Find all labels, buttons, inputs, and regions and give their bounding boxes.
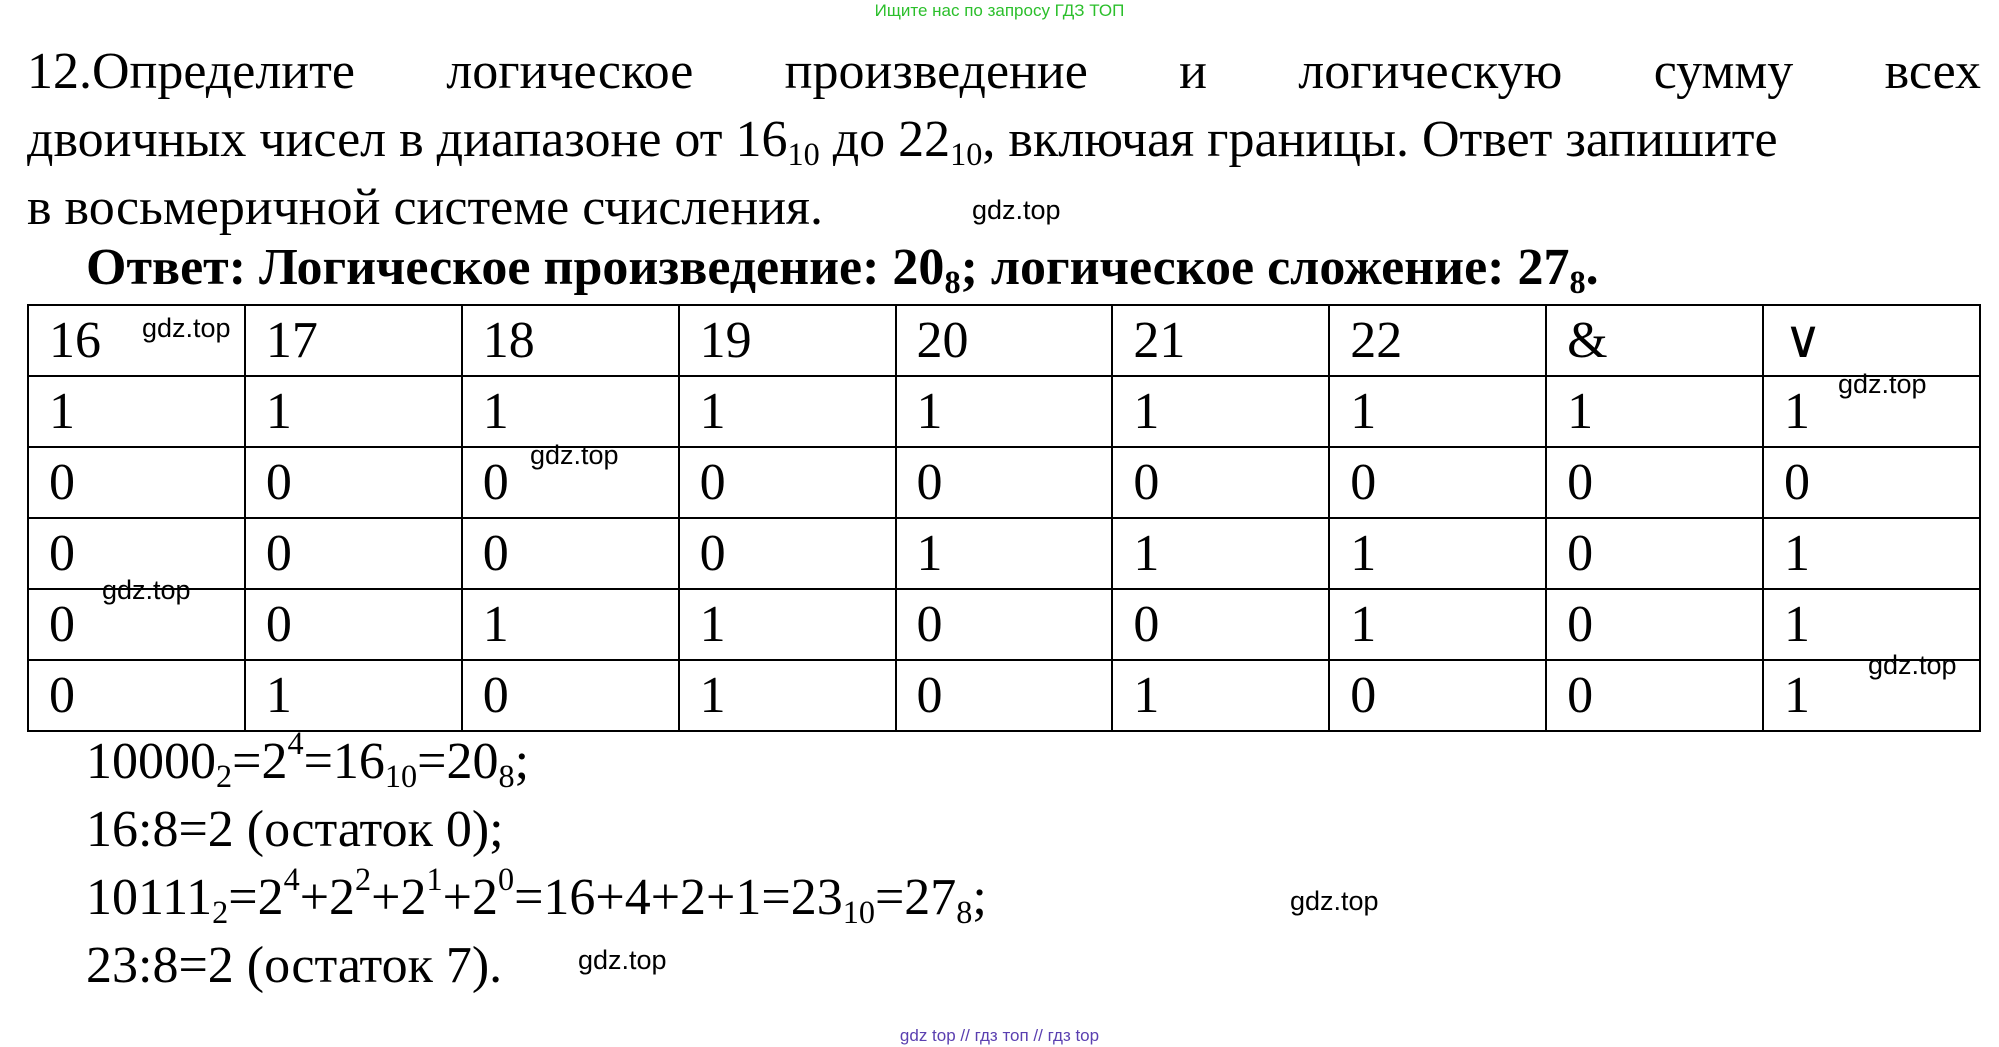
table-cell: 0 [245,447,462,518]
watermark: gdz.top [1838,369,1927,399]
problem-line-2 [27,106,1981,174]
table-cell: 1 [28,376,245,447]
table-cell: 0 [28,660,245,731]
text: =2 [232,733,288,790]
table-row [28,447,1980,518]
table-cell: 0 [1546,589,1763,660]
table-cell: 0 [1546,518,1763,589]
text: до [819,111,899,168]
calc-line-3 [86,860,987,932]
number: 22 [898,111,951,168]
table-cell: 1 [1763,518,1980,589]
subscript: 10 [950,136,983,173]
table-cell: 0 [1329,660,1546,731]
table-cell: 1 [1329,376,1546,447]
table-cell: 1 [1112,518,1329,589]
table-header-row [28,305,1980,376]
watermark: gdz.top [1290,886,1379,916]
table-cell: 0 [1329,447,1546,518]
subscript: 10 [384,758,418,795]
table-cell: 0 [28,589,245,660]
table-cell: 0 [1546,447,1763,518]
table-cell: 0 [28,447,245,518]
text: =16+4+2+1=23 [514,869,843,926]
text: 10111 [86,869,213,926]
table-cell: 1 [245,376,462,447]
table-row [28,660,1980,731]
binary-table [27,304,1981,732]
watermark: gdz.top [578,945,667,975]
table-cell: 0 [896,589,1113,660]
subscript: 8 [1569,264,1586,301]
problem-line-3: в восьмеричной системе счисления. [27,179,823,236]
table-header-cell: 21 [1112,305,1329,376]
text: ; [972,869,987,926]
table-header-cell: & [1546,305,1763,376]
subscript: 2 [216,758,233,795]
superscript: 4 [287,724,304,761]
calc-line-4: 23:8=2 (остаток 7). [86,937,503,994]
table-cell: 0 [1112,447,1329,518]
table-header-cell: 16 [28,305,245,376]
text: двоичных чисел в диапазоне от [27,111,736,168]
text: , включая границы. Ответ запишите [982,111,1778,168]
text: 10000 [86,733,216,790]
text: =27 [874,869,957,926]
superscript: 2 [355,860,372,897]
answer-line [86,238,1599,301]
table-cell: 0 [896,447,1113,518]
text: =20 [417,733,499,790]
table-cell: 0 [679,447,896,518]
problem-word: произведение [784,43,1088,100]
text: +2 [371,869,427,926]
table-cell: 1 [679,660,896,731]
problem-line-1 [27,38,1981,106]
table-header-cell: 22 [1329,305,1546,376]
table-header-cell: 17 [245,305,462,376]
table-cell: 0 [1112,589,1329,660]
table-cell: 0 [679,518,896,589]
table-cell: 1 [1112,376,1329,447]
table-cell: 0 [245,589,462,660]
table-header-cell: ∨ [1763,305,1980,376]
watermark: gdz.top [142,313,231,343]
subscript: 8 [956,894,973,931]
calc-line-2: 16:8=2 (остаток 0); [86,801,504,858]
table-cell: 1 [1329,518,1546,589]
subscript: 8 [498,758,515,795]
subscript: 8 [944,264,961,301]
bottom-banner: gdz top // гдз топ // гдз top [899,1026,1100,1045]
table-cell: 1 [679,376,896,447]
watermark: gdz.top [1868,650,1957,680]
text: =2 [228,869,284,926]
table-header-cell: 20 [896,305,1113,376]
table-header-cell: 18 [462,305,679,376]
number: 16 [735,111,788,168]
table-cell: 0 [462,518,679,589]
table-cell: 1 [462,376,679,447]
superscript: 0 [497,860,515,897]
table-cell: 1 [679,589,896,660]
table-cell: 1 [1763,660,1980,731]
text: +2 [299,869,356,926]
table-cell: 0 [462,447,679,518]
table-cell: 1 [1546,376,1763,447]
problem-word: всех [1884,43,1981,100]
table-cell: 1 [1763,376,1980,447]
watermark: gdz.top [102,575,191,605]
calc-line-1 [86,724,987,796]
table-cell: 1 [1329,589,1546,660]
subscript: 10 [787,136,820,173]
table-row [28,376,1980,447]
table-cell: 1 [1112,660,1329,731]
table-cell: 0 [28,518,245,589]
problem-word: логическую [1298,43,1563,100]
table-cell: 1 [245,660,462,731]
problem-word: сумму [1653,43,1794,100]
text: . [1585,239,1599,296]
table-cell: 0 [896,660,1113,731]
table-cell: 0 [1546,660,1763,731]
table-cell: 1 [462,589,679,660]
top-banner: Ищите нас по запросу ГДЗ ТОП [874,1,1125,20]
superscript: 4 [283,860,300,897]
subscript: 10 [842,894,875,931]
calculations [86,724,987,1000]
text: =16 [303,733,385,790]
table-header-cell: 19 [679,305,896,376]
text: +2 [442,869,498,926]
table-cell: 1 [896,376,1113,447]
problem-word: и [1179,43,1207,100]
problem-word: логическое [446,43,694,100]
text: Ответ: Логическое произведение: 20 [86,239,945,296]
table-cell: 0 [1763,447,1980,518]
table-cell: 0 [245,518,462,589]
watermark: gdz.top [972,195,1061,225]
subscript: 2 [212,894,229,931]
table-cell: 1 [1763,589,1980,660]
text: ; логическое сложение: 27 [960,239,1570,296]
watermark: gdz.top [530,440,619,470]
table-row [28,589,1980,660]
text: ; [514,733,530,790]
table-row [28,518,1980,589]
table-cell: 1 [896,518,1113,589]
superscript: 1 [426,860,443,897]
problem-word: 12.Определите [27,43,355,100]
table-cell: 0 [462,660,679,731]
